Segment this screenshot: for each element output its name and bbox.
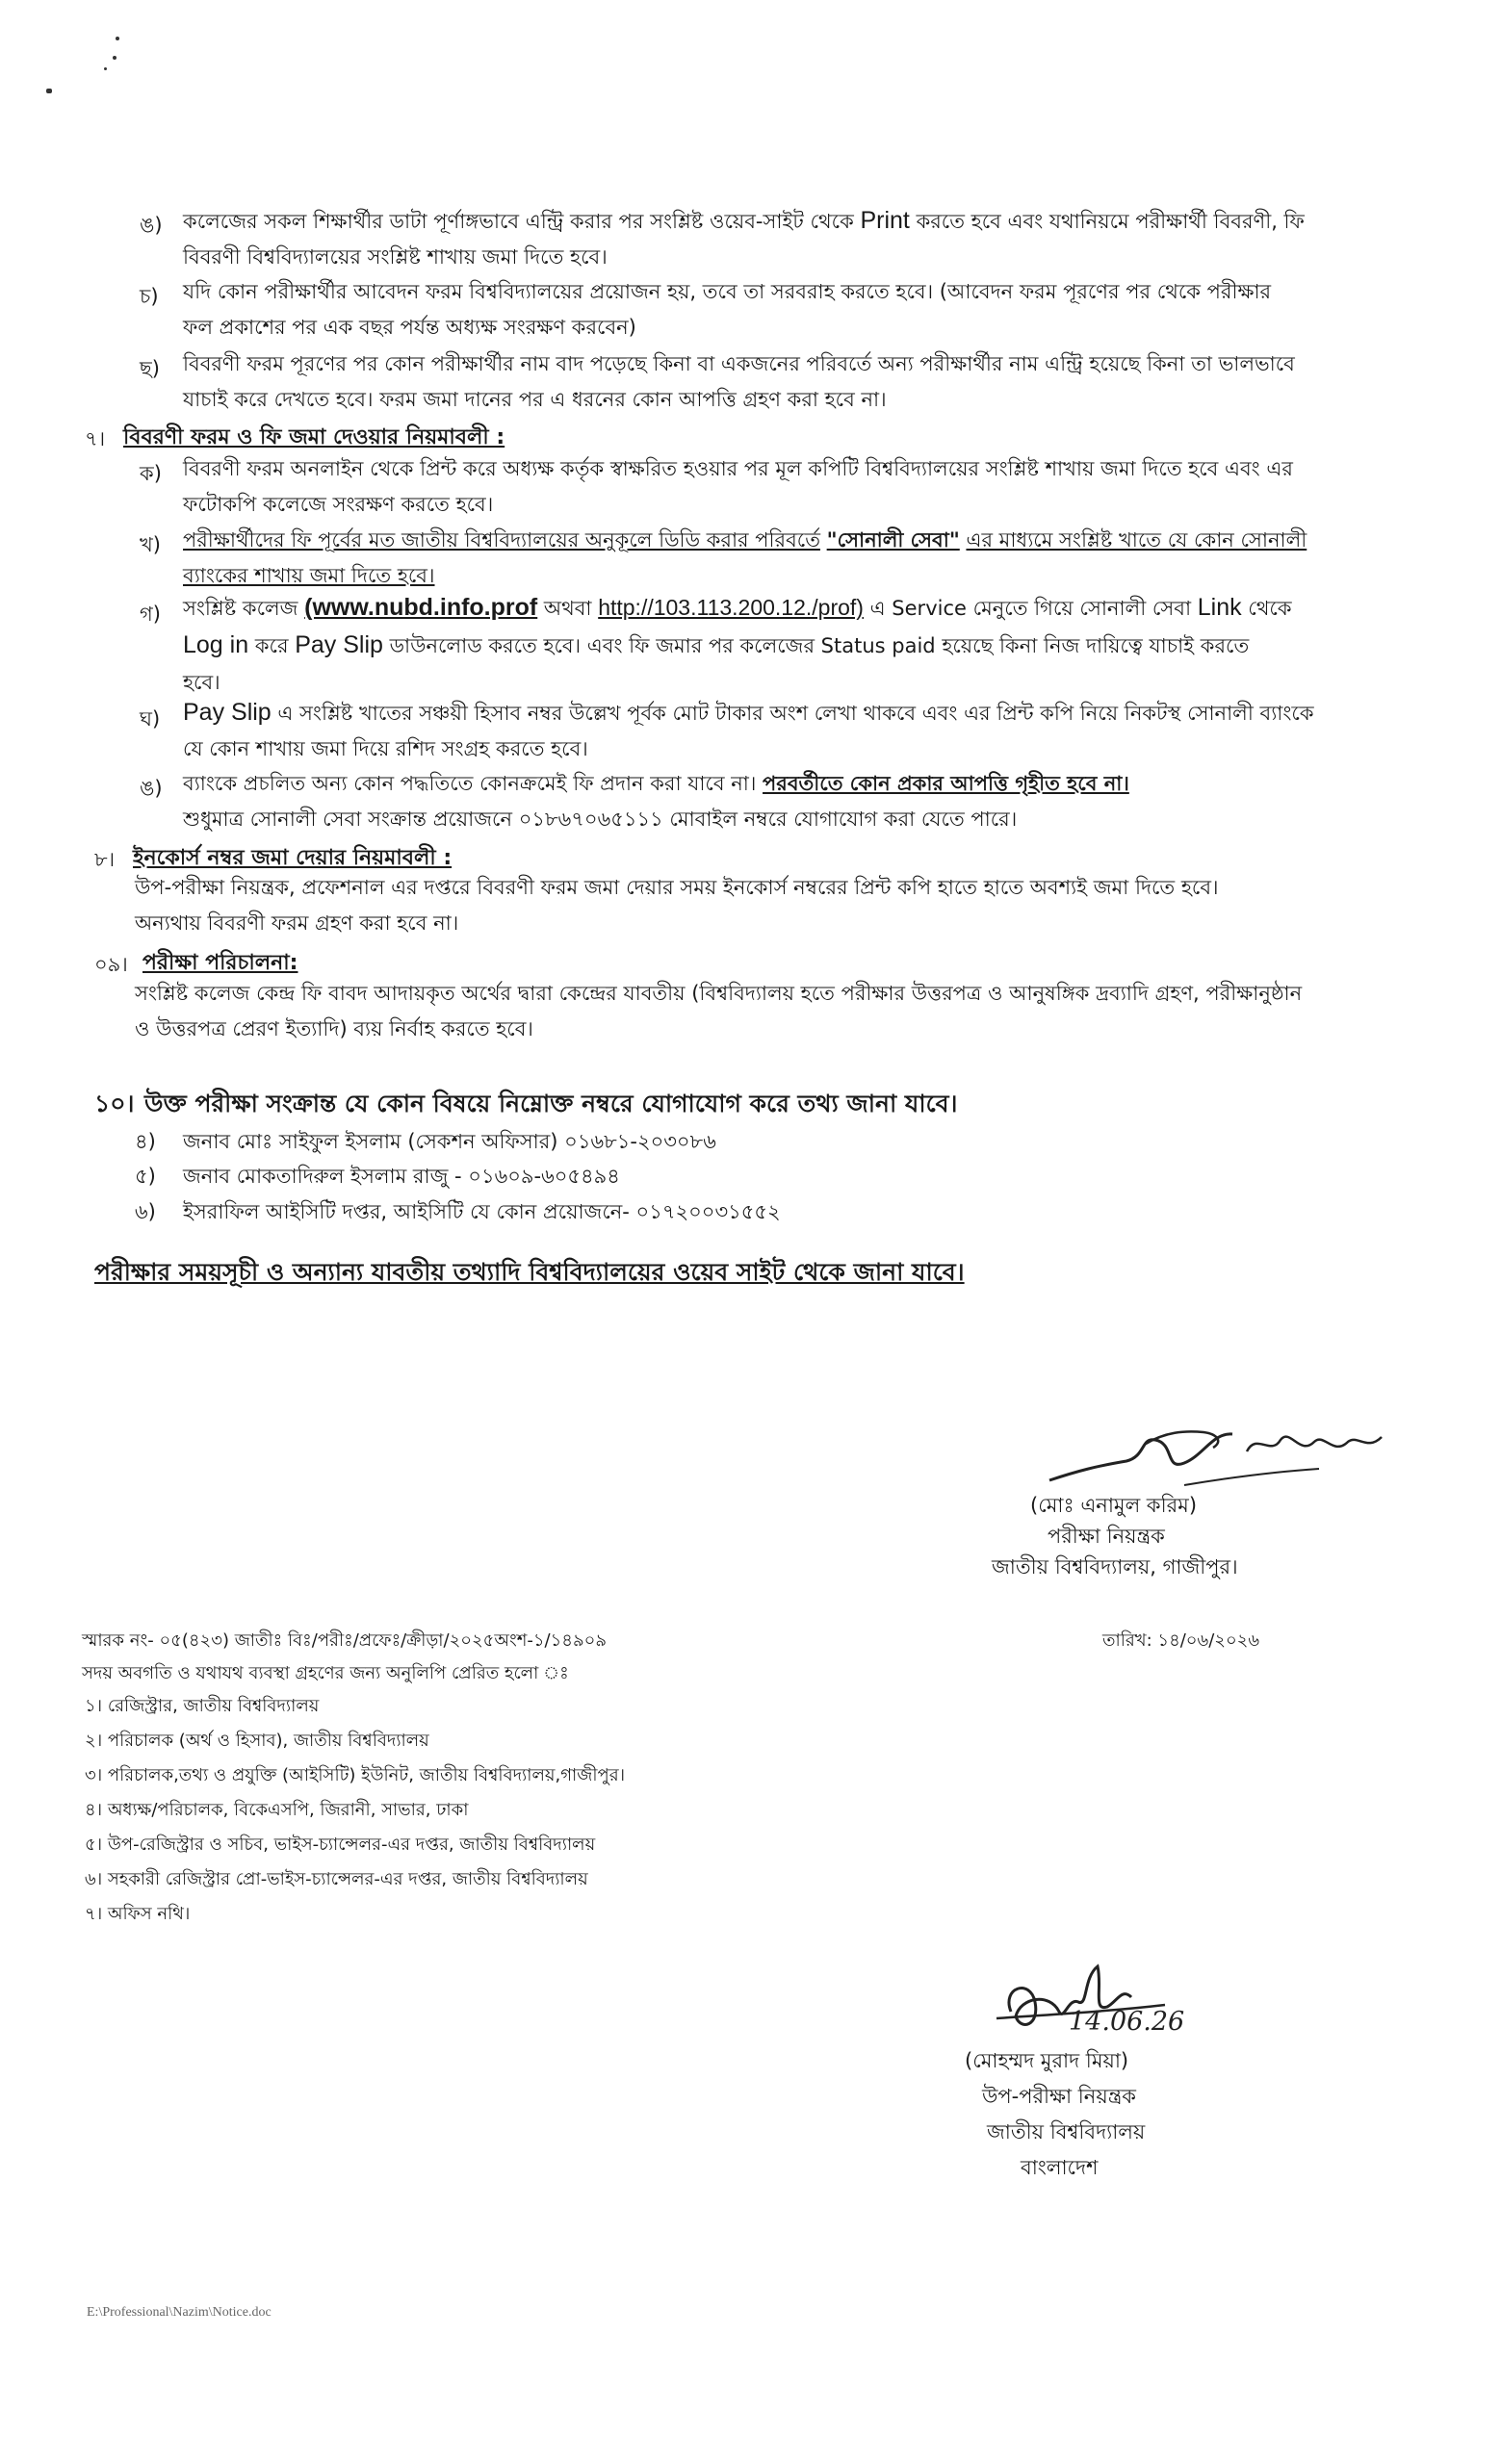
print-word: Print: [860, 207, 910, 234]
item-6g-number: ছ): [140, 357, 160, 380]
item-7e-line2: শুধুমাত্র সোনালী সেবা সংক্রান্ত প্রয়োজনে ০১৮৬৭০৬৫১১১ মোবাইল নম্বরে যোগাযোগ করা যেতে পারে।: [183, 808, 1018, 831]
item-6f-number: চ): [140, 285, 159, 308]
item-7c-number: গ): [140, 603, 161, 626]
cc-list-item: ৬। সহকারী রেজিস্ট্রার প্রো-ভাইস-চ্যান্সেলর-এর দপ্তর, জাতীয় বিশ্ববিদ্যালয়: [85, 1869, 588, 1889]
item-7b-number: খ): [140, 533, 161, 556]
memo-reference: স্মারক নং- ০৫(৪২৩) জাতীঃ বিঃ/পরীঃ/প্রফেঃ/ক্রীড়া/২০২৫অংশ-১/১৪৯০৯: [82, 1630, 608, 1651]
item-6f-line2: ফল প্রকাশের পর এক বছর পর্যন্ত অধ্যক্ষ সংরক্ষণ করবেন): [183, 316, 636, 339]
item-7a-text: [183, 451, 1473, 523]
nubd-link[interactable]: (www.nubd.info.prof: [304, 594, 538, 621]
contact-text: ইসরাফিল আইসিটি দপ্তর, আইসিটি যে কোন প্রয়োজনে- ০১৭২০০৩১৫৫২: [183, 1200, 781, 1223]
item-6g-text: [183, 346, 1473, 418]
item-6f-text: [183, 274, 1473, 346]
item-7c-line2-end: ডাউনলোড করতে হবে। এবং ফি জমার পর কলেজের Status paid হয়েছে কিনা নিজ দায়িত্বে যাচাই করতে: [389, 634, 1250, 657]
item-7c-line1-start: সংশ্লিষ্ট কলেজ: [183, 597, 298, 620]
item-7a-number: ক): [140, 462, 162, 485]
item-8-text: [135, 870, 1483, 941]
signature-1-org: জাতীয় বিশ্ববিদ্যালয়, গাজীপুর।: [992, 1555, 1238, 1578]
item-9-heading: পরীক্ষা পরিচালনা:: [142, 951, 298, 975]
item-7c-or: অথবা: [543, 597, 592, 620]
footer-note: পরীক্ষার সময়সূচী ও অন্যান্য যাবতীয় তথ্যাদি বিশ্ববিদ্যালয়ের ওয়েব সাইট থেকে জানা যাবে।: [94, 1258, 965, 1286]
item-7c-text: [183, 589, 1478, 701]
memo-intro: সদয় অবগতি ও যথাযথ ব্যবস্থা গ্রহণের জন্য অনুলিপি প্রেরিত হলো ঃ: [82, 1663, 569, 1683]
signature-1-image: [1040, 1413, 1386, 1500]
item-7b-text: [183, 523, 1473, 594]
scan-speck: [104, 67, 107, 70]
contact-text: জনাব মোঃ সাইফুল ইসলাম (সেকশন অফিসার) ০১৬৮১-২০৩০৮৬: [183, 1130, 716, 1153]
pay-slip-word: Pay Slip: [295, 631, 383, 658]
contact-text: জনাব মোকতাদিরুল ইসলাম রাজু - ০১৬০৯-৬০৫৪৯৪: [183, 1165, 620, 1188]
scan-speck: [113, 56, 116, 60]
signature-2-title: উপ-পরীক্ষা নিয়ন্ত্রক: [982, 2085, 1136, 2108]
item-6g-line1: বিবরণী ফরম পূরণের পর কোন পরীক্ষার্থীর নাম বাদ পড়েছে কিনা বা একজনের পরিবর্তে অন্য পরীক্ষার্থীর নাম এন্ট্রি হয়েছে কিনা তা ভালভাবে: [183, 352, 1295, 375]
cc-list-item: ১। রেজিস্ট্রার, জাতীয় বিশ্ববিদ্যালয়: [85, 1696, 320, 1716]
item-6f-line1: যদি কোন পরীক্ষার্থীর আবেদন ফরম বিশ্ববিদ্যালয়ের প্রয়োজন হয়, তবে তা সরবরাহ করতে হবে। (আবেদন ফরম পূরণের পর থেকে পরীক্ষার: [183, 280, 1272, 303]
item-10-number: ১০।: [94, 1090, 135, 1117]
item-8-line1: উপ-পরীক্ষা নিয়ন্ত্রক, প্রফেশনাল এর দপ্তরে বিবরণী ফরম জমা দেয়ার সময় ইনকোর্স নম্বরের প্রিন্ট কপি হাতে হাতে অবশ্যই জমা দিতে হবে।: [135, 876, 1219, 899]
handwritten-date: 14.06.26: [1069, 2007, 1185, 2037]
memo-date: তারিখ: ১৪/০৬/২০২৬: [1102, 1630, 1260, 1651]
item-7d-number: ঘ): [140, 707, 161, 731]
item-7b-line1-end: এর মাধ্যমে সংশ্লিষ্ট খাতে যে কোন সোনালী: [966, 528, 1307, 552]
item-7c-kore: করে: [254, 634, 289, 657]
item-8-line2: অন্যথায় বিবরণী ফরম গ্রহণ করা হবে না।: [135, 911, 459, 935]
item-7c-line1-end: থেকে: [1248, 597, 1292, 620]
signature-1-name: (মোঃ এনামুল করিম): [1030, 1494, 1198, 1517]
item-6g-line2: যাচাই করে দেখতে হবে। ফরম জমা দানের পর এ ধরনের কোন আপত্তি গ্রহণ করা হবে না।: [183, 388, 887, 411]
item-7-heading: বিবরণী ফরম ও ফি জমা দেওয়ার নিয়মাবলী :: [123, 425, 505, 449]
cc-list-item: ৩। পরিচালক,তথ্য ও প্রযুক্তি (আইসিটি) ইউনিট, জাতীয় বিশ্ববিদ্যালয়,গাজীপুর।: [85, 1765, 626, 1785]
item-6e-number: ঙ): [140, 214, 163, 237]
item-9-number: ০৯।: [94, 953, 128, 976]
item-9-line2: ও উত্তরপত্র প্রেরণ ইত্যাদি) ব্যয় নির্বাহ করতে হবে।: [135, 1017, 533, 1040]
item-7c-service-text: এ Service মেনুতে গিয়ে সোনালী সেবা: [869, 597, 1192, 620]
item-6e-line1: কলেজের সকল শিক্ষার্থীর ডাটা পূর্ণাঙ্গভাবে এন্ট্রি করার পর সংশ্লিষ্ট ওয়েব-সাইট থেকে: [183, 210, 854, 233]
cc-list-item: ৪। অধ্যক্ষ/পরিচালক, বিকেএসপি, জিরানী, সাভার, ঢাকা: [85, 1800, 469, 1820]
signature-2-name: (মোহম্মদ মুরাদ মিয়া): [965, 2049, 1129, 2072]
item-7d-text: [183, 695, 1478, 767]
item-6e-text: [183, 203, 1473, 275]
item-7e-number: ঙ): [140, 777, 163, 800]
item-7e-line1: ব্যাংকে প্রচলিত অন্য কোন পদ্ধতিতে কোনক্রমেই ফি প্রদান করা যাবে না।: [183, 772, 757, 795]
item-7d-line1: এ সংশ্লিষ্ট খাতের সঞ্চয়ী হিসাব নম্বর উল্লেখ পূর্বক মোট টাকার অংশ লেখা থাকবে এবং এর প্রিন্ট কপি নিয়ে নিকটস্থ সোনালী ব্যাংকে: [277, 702, 1314, 725]
contact-number: ৫): [135, 1165, 156, 1188]
signature-1-title: পরীক্ষা নিয়ন্ত্রক: [1048, 1525, 1165, 1548]
scan-speck: [46, 89, 52, 93]
item-7b-line1: পরীক্ষার্থীদের ফি পূর্বের মত জাতীয় বিশ্ববিদ্যালয়ের অনুকূলে ডিডি করার পরিবর্তে: [183, 528, 820, 552]
contact-number: ৬): [135, 1200, 156, 1223]
no-objection-note: পরবর্তীতে কোন প্রকার আপত্তি গৃহীত হবে না।: [763, 772, 1129, 795]
item-6e-line2: বিবরণী বিশ্ববিদ্যালয়ের সংশ্লিষ্ট শাখায় জমা দিতে হবে।: [183, 245, 608, 269]
signature-2-org: জাতীয় বিশ্ববিদ্যালয়: [987, 2120, 1146, 2143]
file-path: E:\Professional\Nazim\Notice.doc: [87, 2305, 272, 2320]
item-7c-line3: হবে।: [183, 671, 220, 694]
sonali-seba-label: "সোনালী সেবা": [826, 528, 960, 552]
item-7-number: ৭।: [85, 427, 106, 450]
link-word: Link: [1197, 594, 1242, 621]
ip-link[interactable]: http://103.113.200.12./prof): [598, 595, 864, 620]
item-7a-line1: বিবরণী ফরম অনলাইন থেকে প্রিন্ট করে অধ্যক্ষ কর্তৃক স্বাক্ষরিত হওয়ার পর মূল কপিটি বিশ্ববিদ্যালয়ের সংশ্লিষ্ট শাখায় জমা দিতে হবে এবং এর: [183, 457, 1293, 480]
pay-slip-word: Pay Slip: [183, 699, 272, 726]
item-7d-line2: যে কোন শাখায় জমা দিয়ে রশিদ সংগ্রহ করতে হবে।: [183, 737, 588, 760]
item-6e-line1-end: করতে হবে এবং যথানিয়মে পরীক্ষার্থী বিবরণী, ফি: [916, 210, 1305, 233]
item-7b-line2: ব্যাংকের শাখায় জমা দিতে হবে।: [183, 564, 435, 587]
cc-list-item: ৫। উপ-রেজিস্ট্রার ও সচিব, ভাইস-চ্যান্সেলর-এর দপ্তর, জাতীয় বিশ্ববিদ্যালয়: [85, 1835, 596, 1855]
scan-speck: [116, 37, 119, 40]
item-8-number: ৮।: [94, 848, 116, 871]
contact-number: ৪): [135, 1130, 156, 1153]
item-8-heading: ইনকোর্স নম্বর জমা দেয়ার নিয়মাবলী :: [133, 846, 453, 870]
item-9-line1: সংশ্লিষ্ট কলেজ কেন্দ্র ফি বাবদ আদায়কৃত অর্থের দ্বারা কেন্দ্রের যাবতীয় (বিশ্ববিদ্যালয় হতে পরীক্ষার উত্তরপত্র ও আনুষঙ্গিক দ্রব্যাদি গ্রহণ, পরীক্ষানুষ্ঠান: [135, 982, 1303, 1005]
login-word: Log in: [183, 631, 249, 658]
cc-list-item: ২। পরিচালক (অর্থ ও হিসাব), জাতীয় বিশ্ববিদ্যালয়: [85, 1731, 429, 1751]
cc-list-item: ৭। অফিস নথি।: [85, 1904, 191, 1924]
signature-2-country: বাংলাদেশ: [1021, 2156, 1099, 2179]
item-7e-text: [183, 766, 1478, 837]
item-7a-line2: ফটোকপি কলেজে সংরক্ষণ করতে হবে।: [183, 493, 494, 516]
item-9-text: [135, 976, 1483, 1047]
item-10-heading: উক্ত পরীক্ষা সংক্রান্ত যে কোন বিষয়ে নিম্নোক্ত নম্বরে যোগাযোগ করে তথ্য জানা যাবে।: [144, 1090, 958, 1117]
